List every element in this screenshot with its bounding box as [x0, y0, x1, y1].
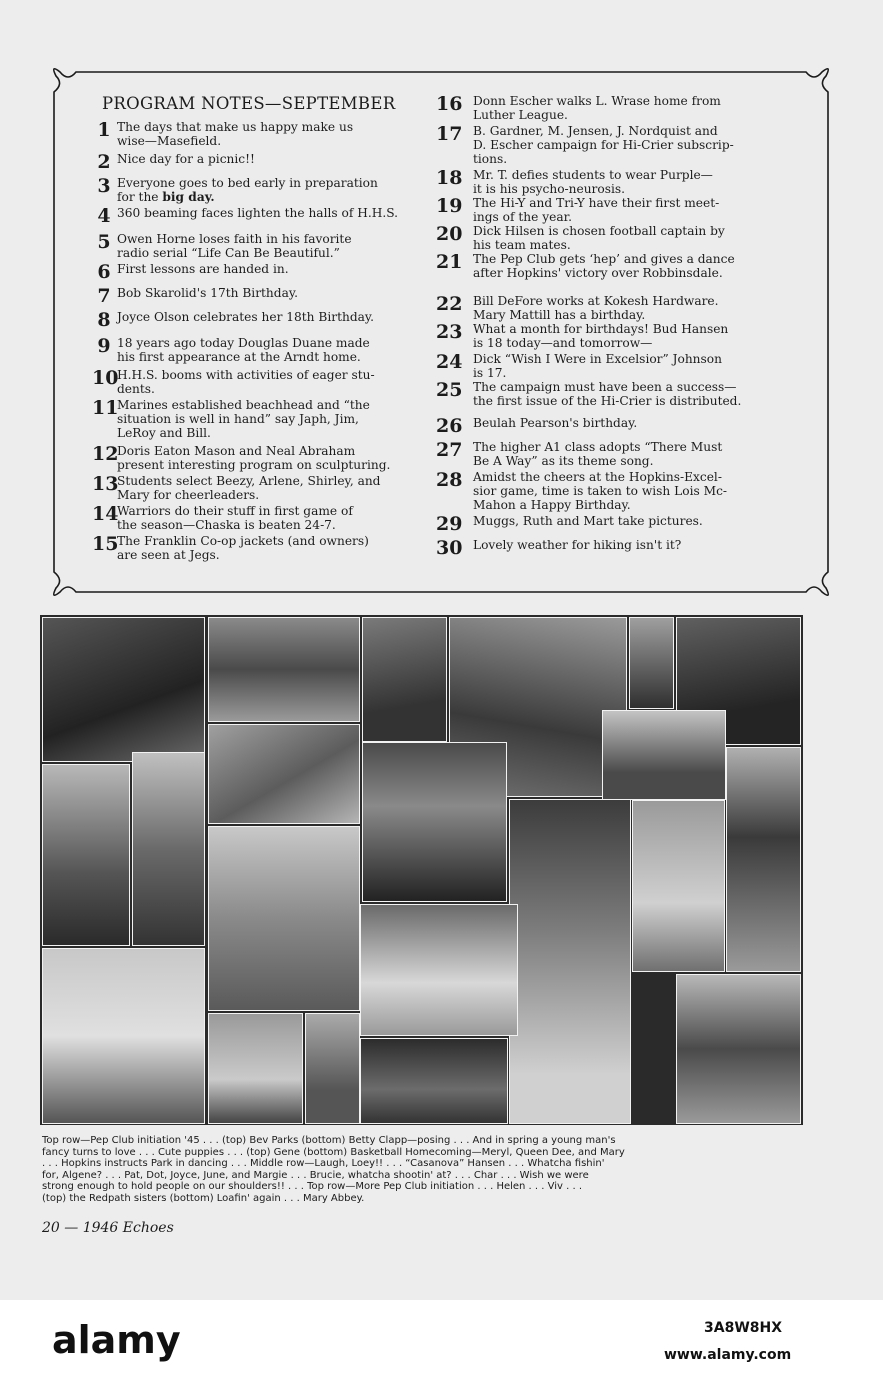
photo-caption — [42, 1135, 802, 1205]
day-number: 19 — [436, 195, 463, 217]
entry-text: Amidst the cheers at the Hopkins-Excel- sior game, time is taken to wish Lois Mc- Mahon a Happy Birthday. — [473, 470, 728, 513]
caption-line: fancy turns to love . . . Cute puppies . . . (top) Gene (bottom) Basketball Homecoming—Meryl, Queen Dee, and Mary — [42, 1146, 625, 1158]
day-number: 2 — [97, 151, 111, 173]
photo-bev-parks — [208, 617, 360, 722]
caption-line: . . . Hopkins instructs Park in dancing . . . Middle row—Laugh, Loey!! . . . “Casanova” Hansen . . . Whatcha fishin' — [42, 1158, 605, 1170]
stock-url: www.alamy.com — [664, 1347, 792, 1363]
entry-text: The days that make us happy make us wise—Masefield. — [117, 120, 354, 149]
day-number: 26 — [436, 415, 463, 437]
caption-line: strong enough to hold people on our shoulders!! . . . Top row—More Pep Club initiation . . . Helen . . . Viv . . . — [42, 1181, 583, 1193]
entry-text: Donn Escher walks L. Wrase home from Luther League. — [473, 94, 721, 123]
photo-homecoming — [602, 710, 726, 800]
day-number: 13 — [92, 473, 119, 495]
day-number: 6 — [97, 261, 111, 283]
entry-text: What a month for birthdays! Bud Hansen is 18 today—and tomorrow— — [473, 322, 729, 351]
day-number: 10 — [92, 367, 119, 389]
photo-group — [362, 742, 507, 902]
day-number: 28 — [436, 469, 463, 491]
entry-text: Warriors do their stuff in first game of the season—Chaska is beaten 24-7. — [117, 504, 353, 533]
day-number: 11 — [92, 397, 119, 419]
day-number: 20 — [436, 223, 463, 245]
day-number: 12 — [92, 443, 119, 465]
photo-loafin — [360, 1038, 508, 1124]
day-number: 25 — [436, 379, 463, 401]
entry-text: The Hi-Y and Tri-Y have their first meet- ings of the year. — [473, 196, 720, 225]
entry-text: Nice day for a picnic!! — [117, 152, 255, 166]
entry-text: H.H.S. booms with activities of eager stu- dents. — [117, 368, 375, 397]
program-notes — [82, 92, 802, 572]
caption-line: for, Algene? . . . Pat, Dot, Joyce, June, and Margie . . . Brucie, whatcha shootin' at? . . . Char . . . Wish we were — [42, 1169, 589, 1181]
entry-text: The Franklin Co-op jackets (and owners) are seen at Jegs. — [117, 534, 369, 563]
entry-text: 18 years ago today Douglas Duane made his first appearance at the Arndt home. — [117, 336, 370, 365]
entry-text: 360 beaming faces lighten the halls of H.H.S. — [117, 206, 399, 220]
photo-pep-club-more — [42, 948, 205, 1124]
photo-young-man — [362, 617, 447, 742]
entry-text: The higher A1 class adopts “There Must Be A Way” as its theme song. — [473, 440, 723, 469]
photo-redpath-sisters — [360, 904, 518, 1036]
entry-text: Joyce Olson celebrates her 18th Birthday. — [117, 310, 375, 324]
day-number: 1 — [97, 119, 111, 141]
entry-text: Beulah Pearson's birthday. — [473, 416, 638, 430]
stock-image-id: 3A8W8HX — [704, 1320, 783, 1336]
day-number: 29 — [436, 513, 463, 535]
entry-text: Everyone goes to bed early in preparation for the big day. — [117, 176, 378, 205]
day-number: 14 — [92, 503, 119, 525]
caption-line: Top row—Pep Club initiation '45 . . . (top) Bev Parks (bottom) Betty Clapp—posing . . . And in spring a young man's — [42, 1135, 616, 1146]
entry-text: Mr. T. defies students to wear Purple— it is his psycho-neurosis. — [473, 168, 713, 197]
day-number: 22 — [436, 293, 463, 315]
entry-text: The campaign must have been a success— the first issue of the Hi-Crier is distributed. — [473, 380, 742, 409]
day-number: 16 — [436, 93, 463, 115]
photo-laugh-loey — [42, 764, 130, 946]
photo-basketball — [509, 799, 631, 1124]
entry-text: Bob Skarolid's 17th Birthday. — [117, 286, 298, 300]
entry-text: Dick “Wish I Were in Excelsior” Johnson is 17. — [473, 352, 722, 381]
day-number: 15 — [92, 533, 119, 555]
entry-text: B. Gardner, M. Jensen, J. Nordquist and D. Escher campaign for Hi-Crier subscrip- tions. — [473, 124, 734, 167]
day-number: 9 — [97, 335, 111, 357]
day-number: 7 — [97, 285, 111, 307]
day-number: 4 — [97, 205, 111, 227]
photo-pep-club-initiation — [42, 617, 205, 762]
entry-text: First lessons are handed in. — [117, 262, 289, 276]
entry-text: Bill DeFore works at Kokesh Hardware. Mary Mattill has a birthday. — [473, 294, 719, 323]
photo-betty-clapp — [208, 724, 360, 824]
entry-text: Dick Hilsen is chosen football captain by his team mates. — [473, 224, 725, 253]
photo-viv — [305, 1013, 360, 1124]
photo-helen — [208, 1013, 303, 1124]
day-number: 27 — [436, 439, 463, 461]
photo-mary-abbey — [676, 974, 801, 1124]
entry-text: Students select Beezy, Arlene, Shirley, and Mary for cheerleaders. — [117, 474, 381, 503]
photo-shoulders — [726, 747, 801, 972]
entry-text: The Pep Club gets ‘hep’ and gives a dance after Hopkins' victory over Robbinsdale. — [473, 252, 735, 281]
caption-line: (top) the Redpath sisters (bottom) Loafin' again . . . Mary Abbey. — [42, 1192, 365, 1204]
entry-text: Owen Horne loses faith in his favorite radio serial “Life Can Be Beautiful.” — [117, 232, 352, 261]
entry-text: Marines established beachhead and “the situation is well in hand” say Japh, Jim, LeRoy and Bill. — [117, 398, 370, 441]
program-title: PROGRAM NOTES—SEPTEMBER — [102, 94, 396, 113]
day-number: 8 — [97, 309, 111, 331]
day-number: 18 — [436, 167, 463, 189]
day-number: 23 — [436, 321, 463, 343]
entry-text: Lovely weather for hiking isn't it? — [473, 538, 682, 552]
page-footer: 20 — 1946 Echoes — [42, 1220, 174, 1236]
photo-char — [632, 800, 725, 972]
day-number: 3 — [97, 175, 111, 197]
stock-logo: alamy — [52, 1318, 181, 1362]
photo-casanova-hansen — [132, 752, 205, 946]
day-number: 24 — [436, 351, 463, 373]
photo-fishing — [208, 826, 360, 1011]
day-number: 17 — [436, 123, 463, 145]
day-number: 30 — [436, 537, 463, 559]
day-number: 21 — [436, 251, 463, 273]
day-number: 5 — [97, 231, 111, 253]
entry-text: Doris Eaton Mason and Neal Abraham present interesting program on sculpturing. — [117, 444, 391, 473]
photo-collage — [40, 615, 803, 1125]
photo-gene — [629, 617, 674, 709]
entry-text: Muggs, Ruth and Mart take pictures. — [473, 514, 703, 528]
